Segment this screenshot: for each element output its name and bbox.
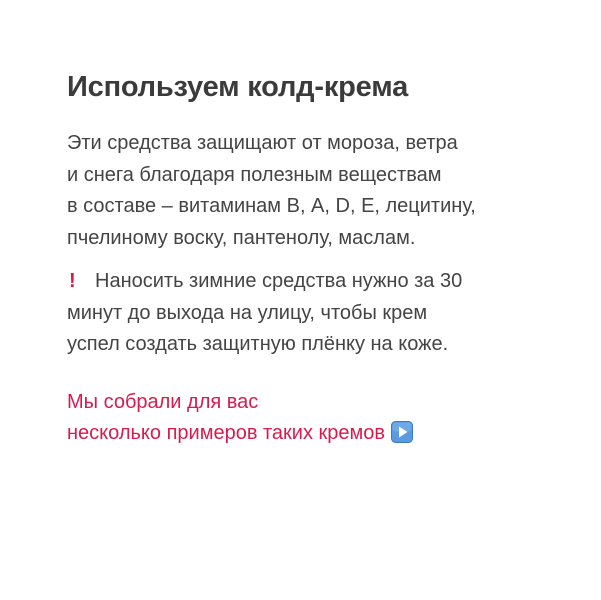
exclamation-icon: ! <box>69 270 76 292</box>
tip-text: Наносить зимние средства нужно за 30 <box>95 270 463 292</box>
content-card <box>67 68 567 450</box>
cta-text: несколько примеров таких кремов <box>67 422 386 444</box>
cta-line <box>67 418 567 450</box>
paragraph-line: минут до выхода на улицу, чтобы крем <box>67 301 428 324</box>
description-paragraph <box>67 128 567 254</box>
play-button-icon[interactable] <box>391 421 413 443</box>
tip-paragraph <box>67 266 567 361</box>
cta-line: Мы собрали для вас <box>67 390 259 413</box>
paragraph-line <box>67 266 567 298</box>
paragraph-line: Эти средства защищают от мороза, ветра <box>67 132 458 154</box>
page-title: Используем колд-крема <box>67 71 409 103</box>
paragraph-line: и снега благодаря полезным веществам <box>67 163 442 186</box>
paragraph-line: в составе – витаминам В, А, D, Е, лецитину, <box>67 195 476 217</box>
examples-link[interactable] <box>67 387 567 450</box>
paragraph-line: пчелиному воску, пантенолу, маслам. <box>67 226 416 249</box>
paragraph-line: успел создать защитную плёнку на коже. <box>67 333 449 355</box>
